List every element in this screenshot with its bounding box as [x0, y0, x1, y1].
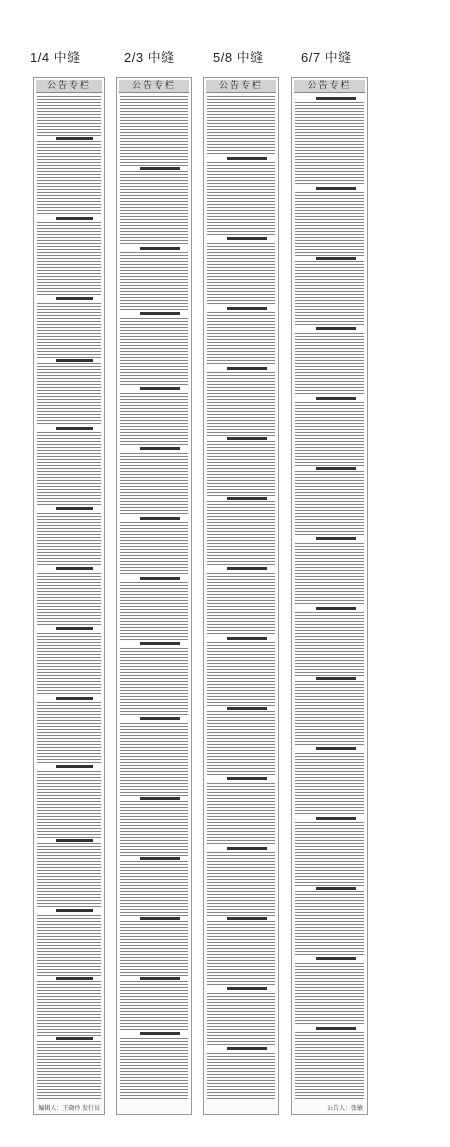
column-footer: 公告人：张敏: [326, 1106, 363, 1112]
notice-column-4: [291, 77, 368, 1115]
column-footer: 编辑人：王晓玲 发行员: [38, 1106, 100, 1112]
column-title: 公告专栏: [294, 80, 365, 93]
label-2-3: 2/3 中缝: [124, 50, 175, 65]
label-6-7: 6/7 中缝: [301, 50, 352, 65]
label-5-8: 5/8 中缝: [213, 50, 264, 65]
notice-column-1: [33, 77, 105, 1115]
column-title: 公告专栏: [206, 80, 276, 93]
notice-text-block: [207, 96, 275, 1100]
notice-text-block: [120, 96, 188, 1100]
notice-text-block: [37, 96, 101, 1100]
label-1-4: 1/4 中缝: [30, 50, 81, 65]
column-title: 公告专栏: [119, 80, 189, 93]
column-title: 公告专栏: [36, 80, 102, 93]
notice-column-3: [203, 77, 279, 1115]
notice-text-block: [295, 96, 364, 1100]
notice-column-2: [116, 77, 192, 1115]
